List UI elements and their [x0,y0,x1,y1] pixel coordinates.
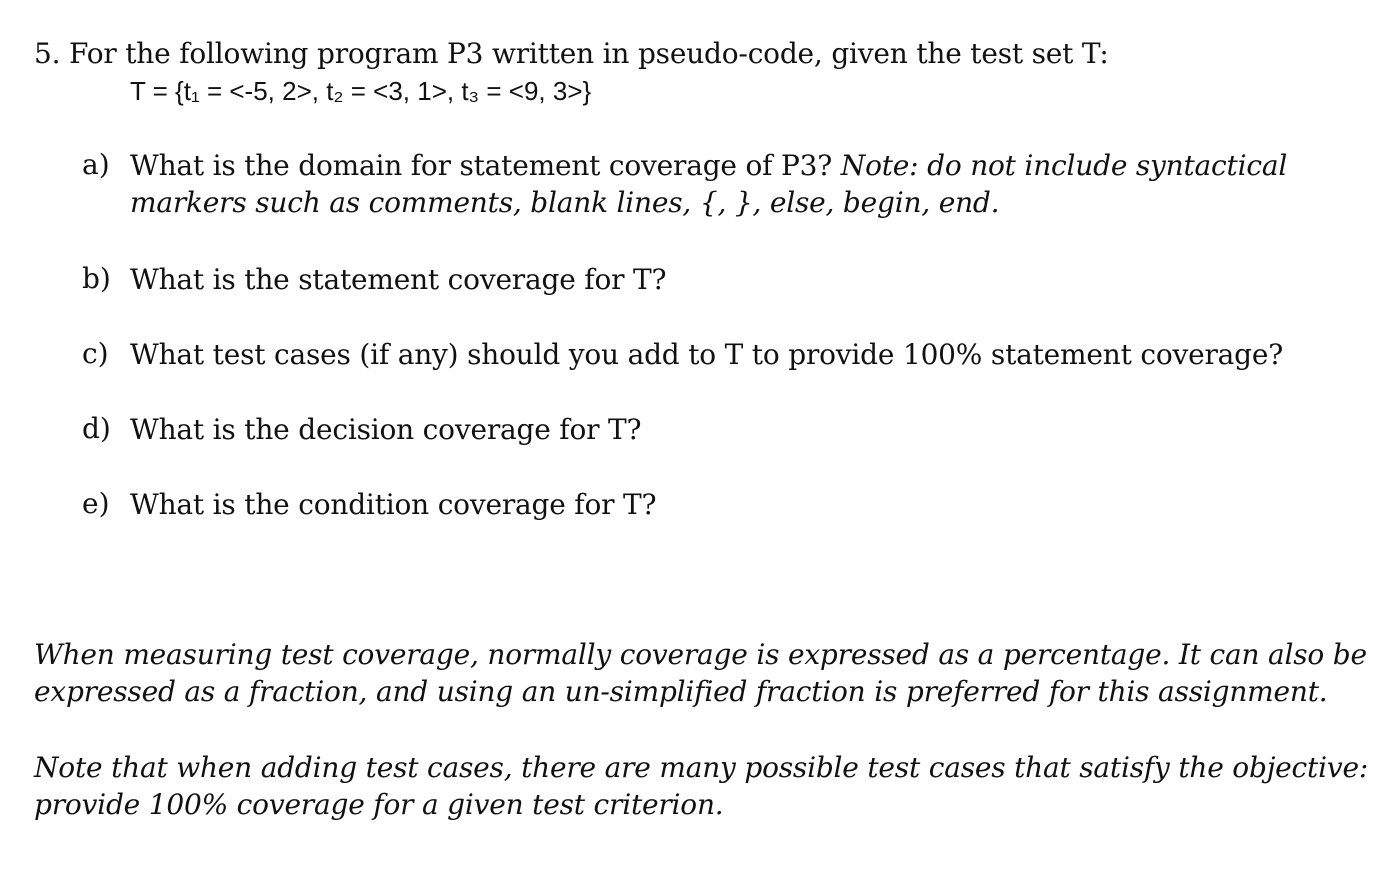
part-e-question: What is the condition coverage for T? [130,488,657,521]
coverage-note-line2: expressed as a fraction, and using an un-simplified fraction is preferred for this assignment. [34,675,1328,708]
coverage-note-line1: When measuring test coverage, normally coverage is expressed as a percentage. It can also be [34,638,1367,671]
question-heading: 5. For the following program P3 written in pseudo-code, given the test set T: [34,37,1109,70]
part-e-label: e) [82,487,110,520]
part-c-question: What test cases (if any) should you add to T to provide 100% statement coverage? [130,338,1284,371]
testcases-note-line2: provide 100% coverage for a given test criterion. [34,788,724,821]
test-set: T = {t₁ = <-5, 2>, t₂ = <3, 1>, t₃ = <9, 3>} [130,76,592,106]
part-b-question: What is the statement coverage for T? [130,263,667,296]
part-a-label: a) [82,148,110,181]
part-a-text: What is the domain for statement coverage of P3? [130,149,833,182]
testcases-note [34,749,1368,823]
coverage-note [34,636,1367,710]
part-a-note-line1: Note: do not include syntactical [840,149,1288,182]
testcases-note-line1: Note that when adding test cases, there are many possible test cases that satisfy the objective: [34,751,1369,784]
part-d-label: d) [82,412,111,445]
part-a-note-line2: markers such as comments, blank lines, {, }, else, begin, end. [130,186,1000,219]
part-a-question [130,147,1287,221]
part-c-label: c) [82,337,109,370]
part-d-question: What is the decision coverage for T? [130,413,642,446]
part-b-label: b) [82,262,111,295]
